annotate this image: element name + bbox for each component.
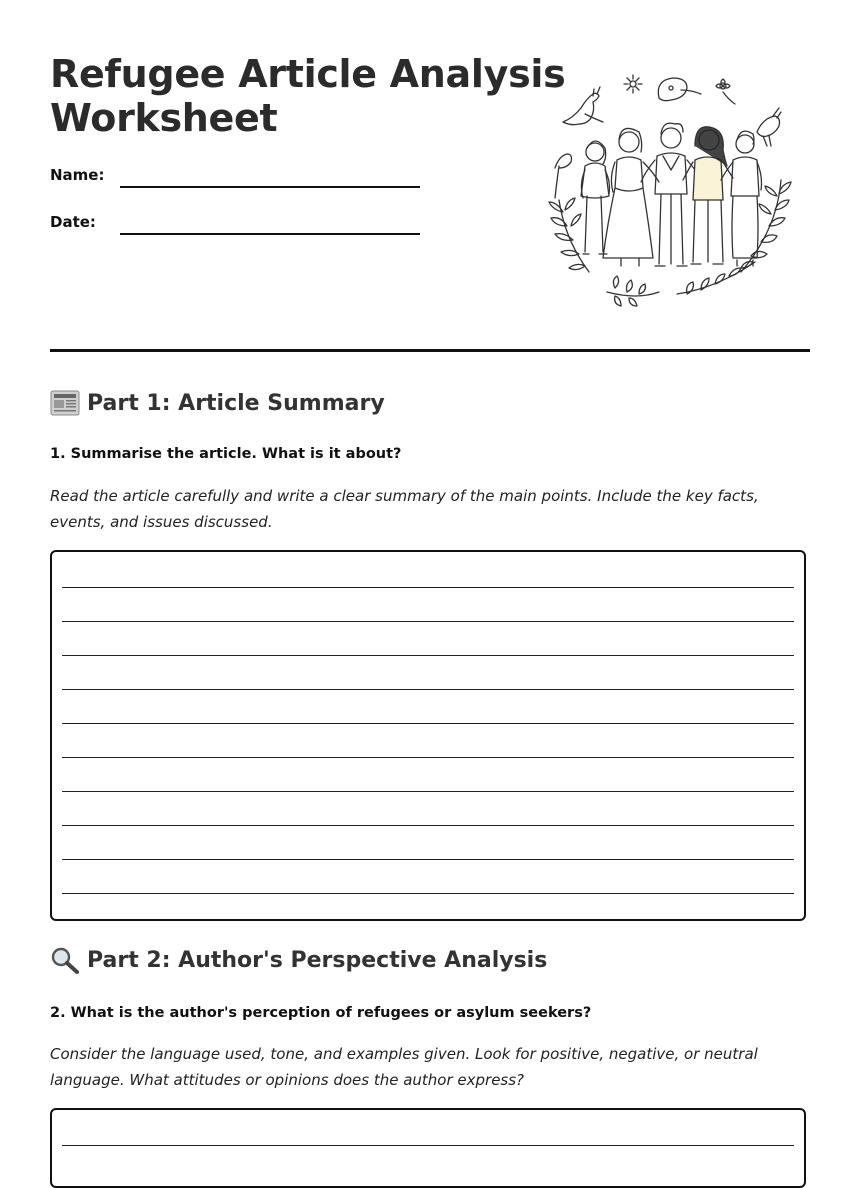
answer-write-line[interactable] [62,893,794,894]
part-2-title [50,946,547,974]
question-2-answer-box[interactable] [50,1108,806,1188]
newspaper-icon [50,389,80,417]
magnifying-glass-icon [50,946,80,974]
header-divider [50,349,810,352]
name-field[interactable] [50,166,430,190]
answer-write-line[interactable] [62,587,794,588]
question-2-instruction: Consider the language used, tone, and examples given. Look for positive, negative, or neutral language. What attitudes or opinions does the author express? [50,1045,758,1089]
answer-write-line[interactable] [62,689,794,690]
part-2-title-text: Part 2: Author's Perspective Analysis [87,947,548,973]
answer-write-line[interactable] [62,655,794,656]
date-label: Date: [50,213,96,231]
date-field[interactable] [50,213,430,237]
part-1-title [50,389,385,417]
answer-write-line[interactable] [62,791,794,792]
answer-write-line[interactable] [62,859,794,860]
part-1-title-text: Part 1: Article Summary [87,390,385,416]
answer-write-line[interactable] [62,1145,794,1146]
answer-write-line[interactable] [62,621,794,622]
name-label: Name: [50,166,105,184]
answer-write-line[interactable] [62,757,794,758]
answer-write-line[interactable] [62,825,794,826]
diverse-group-of-people-with-native-animals-and-leaves-icon [545,70,795,315]
question-1-answer-box[interactable] [50,550,806,921]
question-1-instruction: Read the article carefully and write a clear summary of the main points. Include the key facts, events, and issues discussed. [50,487,759,531]
name-write-line[interactable] [120,186,420,188]
question-1: 1. Summarise the article. What is it about? [50,446,402,462]
question-2: 2. What is the author's perception of refugees or asylum seekers? [50,1005,592,1021]
answer-write-line[interactable] [62,723,794,724]
date-write-line[interactable] [120,233,420,235]
worksheet-title: Refugee Article Analysis Worksheet [50,52,566,140]
